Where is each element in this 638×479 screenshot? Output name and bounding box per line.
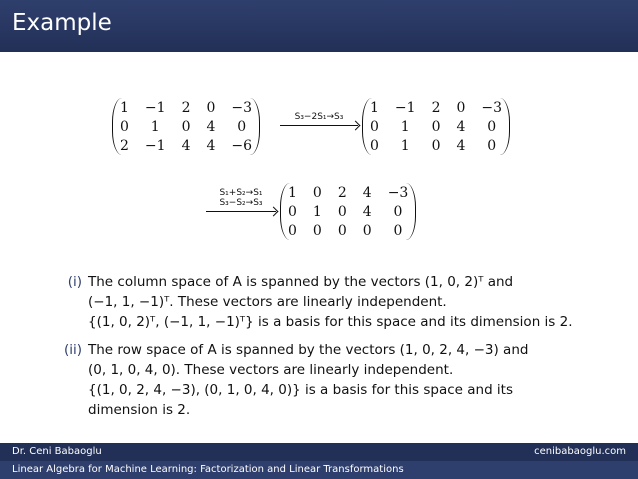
item-text-line: (0, 1, 0, 4, 0). These vectors are linearly independent.	[88, 362, 454, 378]
matrix-entry: 0	[487, 137, 497, 154]
matrix-row	[280, 183, 416, 202]
matrix-entry: 0	[312, 222, 322, 239]
item-number: (i)	[67, 274, 82, 290]
item-text-line: {(1, 0, 2, 4, −3), (0, 1, 0, 4, 0)} is a basis for this space and its	[88, 382, 514, 398]
matrix-c	[280, 183, 416, 240]
matrix-entry: 0	[370, 137, 379, 154]
footer-site: cenibabaoglu.com	[534, 446, 626, 457]
matrix-row	[362, 117, 510, 136]
item-text-line: The column space of A is spanned by the vectors (1, 0, 2)ᵀ and	[88, 274, 514, 290]
matrix-entry: 0	[487, 118, 497, 135]
matrix-entry: 0	[237, 118, 247, 135]
matrix-entry: −1	[144, 137, 166, 154]
slide-title: Example	[12, 10, 112, 36]
matrix-entry: 4	[362, 203, 372, 220]
item-text-line: The row space of A is spanned by the vectors (1, 0, 2, 4, −3) and	[88, 342, 529, 358]
matrix-entry: 0	[337, 222, 347, 239]
matrix-entry: 0	[312, 184, 322, 201]
matrix-entry: 2	[120, 137, 129, 154]
matrix-entry: 2	[431, 99, 441, 116]
matrix-a	[112, 98, 260, 155]
matrix-entry: −6	[231, 137, 253, 154]
footer-top	[0, 443, 638, 461]
matrix-entry: 0	[393, 222, 403, 239]
matrix-entry: −3	[387, 184, 409, 201]
matrix-entry: 0	[456, 99, 466, 116]
row-op-2a: S₁+S₂→S₁	[219, 188, 263, 198]
item-number: (ii)	[63, 342, 82, 358]
matrix-row	[112, 136, 260, 155]
matrix-entry: 0	[370, 118, 379, 135]
matrix-entry: 4	[456, 137, 466, 154]
matrix-row	[112, 98, 260, 117]
matrix-entry: 4	[206, 137, 216, 154]
row-op-2b: S₃−S₂→S₃	[219, 198, 263, 208]
item-text-line: dimension is 2.	[88, 402, 191, 418]
matrix-row	[280, 202, 416, 221]
matrix-entry: −1	[144, 99, 166, 116]
item-text-line: (−1, 1, −1)ᵀ. These vectors are linearly independent.	[88, 294, 447, 310]
matrix-entry: 1	[150, 118, 160, 135]
row-op-1: S₃−2S₁→S₃	[294, 112, 344, 122]
matrix-entry: 1	[400, 137, 410, 154]
matrix-entry: 0	[362, 222, 372, 239]
matrix-entry: 0	[431, 118, 441, 135]
matrix-entry: 0	[120, 118, 129, 135]
matrix-entry: 1	[288, 184, 297, 201]
matrix-b	[362, 98, 510, 155]
matrix-entry: −3	[231, 99, 253, 116]
matrix-entry: 0	[288, 222, 297, 239]
matrix-entry: 1	[400, 118, 410, 135]
matrix-entry: 0	[393, 203, 403, 220]
matrix-entry: 0	[337, 203, 347, 220]
matrix-entry: 4	[181, 137, 191, 154]
matrix-entry: 0	[288, 203, 297, 220]
matrix-row	[280, 221, 416, 240]
row-op-arrow-2	[206, 188, 276, 212]
matrix-entry: 0	[206, 99, 216, 116]
matrix-entry: 1	[312, 203, 322, 220]
matrix-entry: 1	[120, 99, 129, 116]
item-text-line: {(1, 0, 2)ᵀ, (−1, 1, −1)ᵀ} is a basis for this space and its dimension is 2.	[88, 314, 573, 330]
matrix-entry: 1	[370, 99, 379, 116]
footer-bottom	[0, 461, 638, 479]
matrix-entry: 2	[181, 99, 191, 116]
matrix-entry: 0	[431, 137, 441, 154]
matrix-entry: 4	[362, 184, 372, 201]
matrix-entry: 4	[206, 118, 216, 135]
footer-author: Dr. Ceni Babaoglu	[12, 446, 102, 457]
matrix-row	[362, 136, 510, 155]
matrix-entry: 0	[181, 118, 191, 135]
matrix-entry: 2	[337, 184, 347, 201]
matrix-entry: −3	[481, 99, 503, 116]
matrix-row	[112, 117, 260, 136]
title-bar	[0, 0, 638, 52]
matrix-row	[362, 98, 510, 117]
row-op-arrow-1	[280, 112, 358, 126]
matrix-entry: −1	[394, 99, 416, 116]
matrix-entry: 4	[456, 118, 466, 135]
footer-course: Linear Algebra for Machine Learning: Factorization and Linear Transformations	[12, 464, 404, 475]
